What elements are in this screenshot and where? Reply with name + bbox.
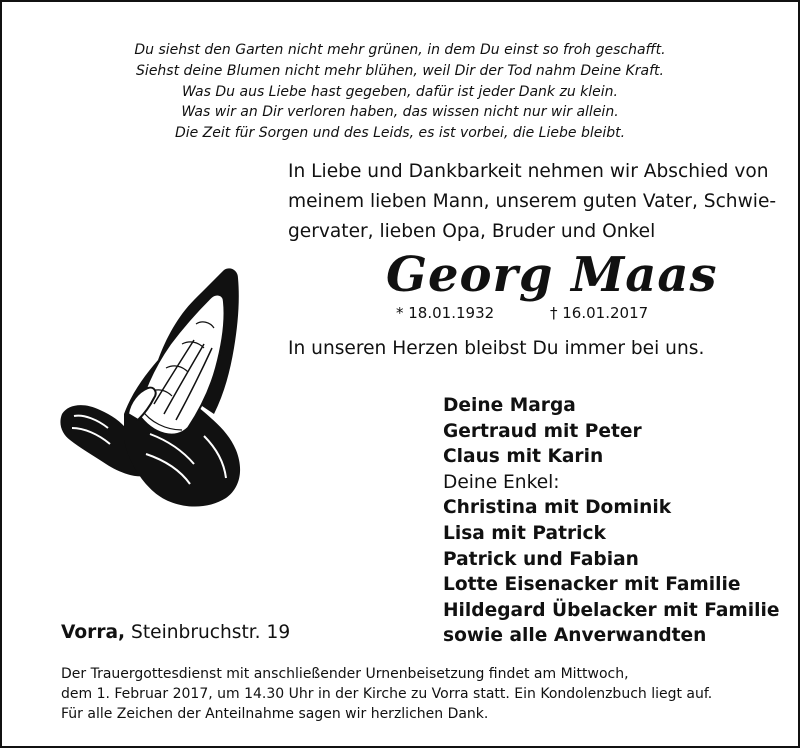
- address-street: Steinbruchstr. 19: [131, 622, 291, 643]
- intro-line: In Liebe und Dankbarkeit nehmen wir Abschied von: [288, 161, 769, 182]
- family-member: Hildegard Übelacker mit Familie: [443, 599, 780, 621]
- family-member: Lotte Eisenacker mit Familie: [443, 574, 741, 596]
- family-member: Gertraud mit Peter: [443, 420, 642, 442]
- family-member: Patrick und Fabian: [443, 548, 639, 570]
- poem-line: Siehst deine Blumen nicht mehr blühen, weil Dir der Tod nahm Deine Kraft.: [136, 62, 664, 79]
- service-line: dem 1. Februar 2017, um 14.30 Uhr in der Kirche zu Vorra statt. Ein Kondolenzbuch liegt auf.: [61, 686, 713, 702]
- family-member: Lisa mit Patrick: [443, 522, 606, 544]
- address: [61, 622, 290, 643]
- family-member: Claus mit Karin: [443, 446, 604, 468]
- family-member: Christina mit Dominik: [443, 497, 672, 519]
- praying-hands-icon: [54, 264, 254, 526]
- address-town: Vorra,: [61, 622, 126, 643]
- service-info: [61, 664, 712, 724]
- memory-line: In unseren Herzen bleibst Du immer bei uns.: [288, 338, 705, 359]
- service-line: Der Trauergottesdienst mit anschließender Urnenbeisetzung findet am Mittwoch,: [61, 666, 629, 682]
- poem: [2, 40, 798, 144]
- birth-date: * 18.01.1932: [396, 304, 495, 322]
- poem-line: Was wir an Dir verloren haben, das wissen nicht nur wir allein.: [181, 104, 619, 121]
- family-member: sowie alle Anverwandten: [443, 625, 707, 647]
- poem-line: Du siehst den Garten nicht mehr grünen, in dem Du einst so froh geschafft.: [134, 42, 666, 58]
- service-line: Für alle Zeichen der Anteilnahme sagen wir herzlichen Dank.: [61, 706, 489, 722]
- family-heading: Deine Enkel:: [443, 471, 560, 493]
- death-date: † 16.01.2017: [550, 304, 649, 322]
- family-list: [443, 393, 780, 649]
- deceased-name: Georg Maas: [386, 247, 718, 303]
- poem-line: Was Du aus Liebe hast gegeben, dafür ist jeder Dank zu klein.: [181, 83, 618, 100]
- intro-line: meinem lieben Mann, unserem guten Vater, Schwie-: [288, 191, 777, 212]
- family-member: Deine Marga: [443, 395, 576, 416]
- poem-line: Die Zeit für Sorgen und des Leids, es ist vorbei, die Liebe bleibt.: [174, 125, 626, 142]
- intro-text: [288, 157, 798, 247]
- intro-line: gervater, lieben Opa, Bruder und Onkel: [288, 221, 656, 242]
